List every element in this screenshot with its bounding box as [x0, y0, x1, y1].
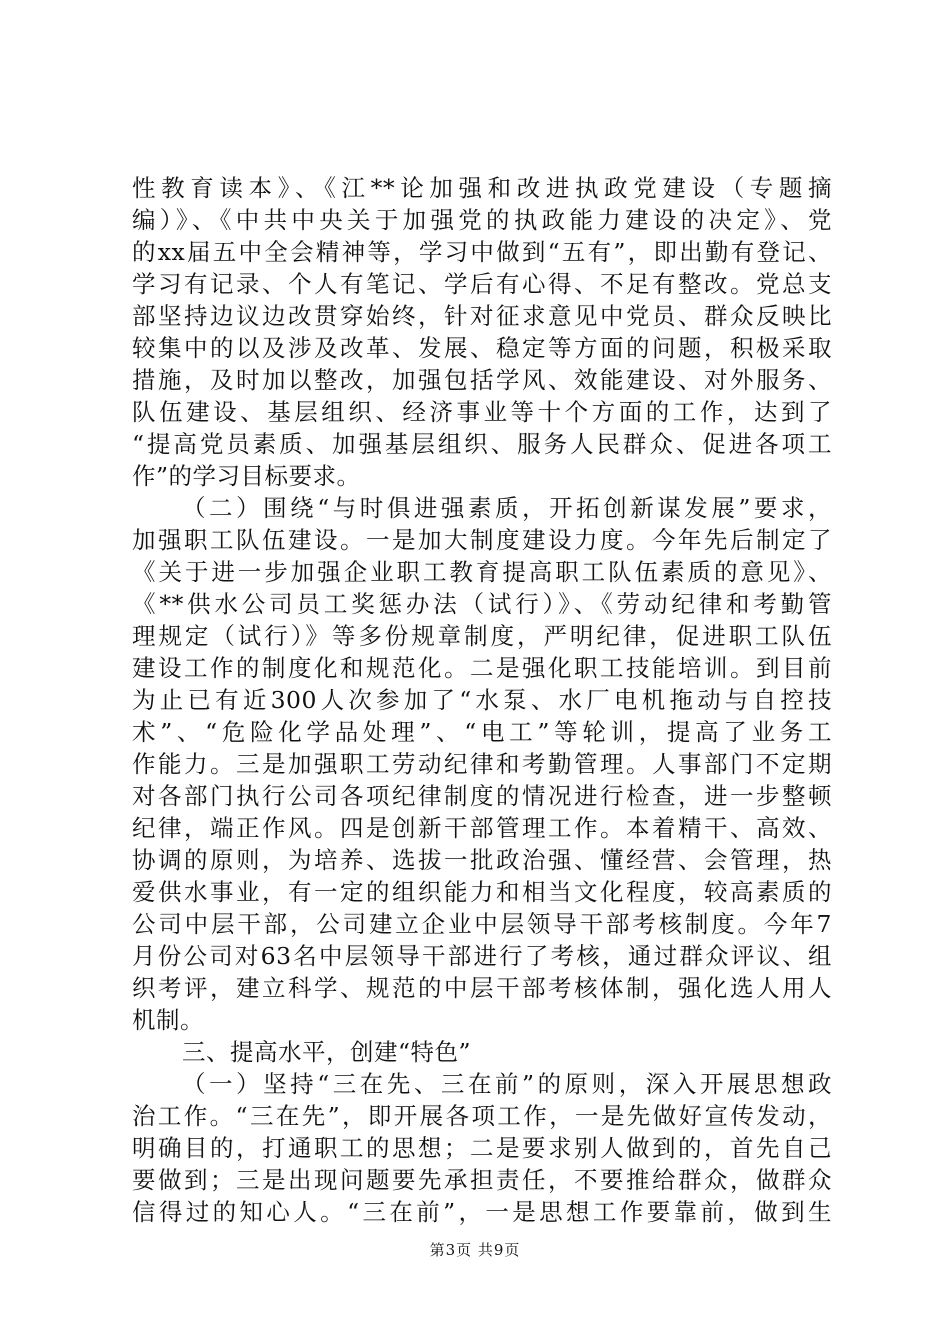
- text-line: 理规定（试行）》等多份规章制度，严明纪律，促进职工队伍: [132, 622, 832, 650]
- text-line: 机制。: [132, 1006, 204, 1034]
- text-line: 为止已有近300人次参加了“水泵、水厂电机拖动与自控技: [132, 686, 832, 714]
- text-line: 要做到；三是出现问题要先承担责任，不要推给群众，做群众: [132, 1166, 832, 1194]
- text-line: 《**供水公司员工奖惩办法（试行）》、《劳动纪律和考勤管: [132, 590, 832, 618]
- text-line: 作”的学习目标要求。: [132, 462, 361, 490]
- text-line: 公司中层干部，公司建立企业中层领导干部考核制度。今年7: [132, 910, 832, 938]
- text-line: 对各部门执行公司各项纪律制度的情况进行检查，进一步整顿: [132, 782, 832, 810]
- text-line: 爱供水事业，有一定的组织能力和相当文化程度，较高素质的: [132, 878, 832, 906]
- text-line: 月份公司对63名中层领导干部进行了考核，通过群众评议、组: [132, 942, 832, 970]
- text-line: 信得过的知心人。“三在前”，一是思想工作要靠前，做到生: [132, 1198, 832, 1226]
- text-line: 治工作。“三在先”，即开展各项工作，一是先做好宣传发动，: [132, 1102, 832, 1130]
- text-line: 建设工作的制度化和规范化。二是强化职工技能培训。到目前: [132, 654, 832, 682]
- text-line: 明确目的，打通职工的思想；二是要求别人做到的，首先自己: [132, 1134, 832, 1162]
- text-line: 编）》、《中共中央关于加强党的执政能力建设的决定》、党: [132, 206, 832, 234]
- paragraph-first-line: （一）坚持“三在先、三在前”的原则，深入开展思想政: [182, 1070, 832, 1098]
- text-line: 术”、“危险化学品处理”、“电工”等轮训，提高了业务工: [132, 718, 832, 746]
- text-line: 织考评，建立科学、规范的中层干部考核体制，强化选人用人: [132, 974, 832, 1002]
- text-line: 较集中的以及涉及改革、发展、稳定等方面的问题，积极采取: [132, 334, 832, 362]
- text-line: 措施，及时加以整改，加强包括学风、效能建设、对外服务、: [132, 366, 832, 394]
- text-line: 队伍建设、基层组织、经济事业等十个方面的工作，达到了: [132, 398, 832, 426]
- text-line: 性教育读本》、《江**论加强和改进执政党建设（专题摘: [132, 174, 832, 202]
- text-line: 学习有记录、个人有笔记、学后有心得、不足有整改。党总支: [132, 270, 832, 298]
- text-line: 纪律，端正作风。四是创新干部管理工作。本着精干、高效、: [132, 814, 832, 842]
- document-body: [132, 172, 832, 1228]
- text-line: 加强职工队伍建设。一是加大制度建设力度。今年先后制定了: [132, 526, 832, 554]
- page-number-footer: 第3页 共9页: [429, 1241, 521, 1259]
- text-line: 部坚持边议边改贯穿始终，针对征求意见中党员、群众反映比: [132, 302, 832, 330]
- paragraph-first-line: （二）围绕“与时俱进强素质，开拓创新谋发展”要求，: [182, 494, 832, 522]
- text-line: 《关于进一步加强企业职工教育提高职工队伍素质的意见》、: [132, 558, 832, 586]
- text-line: 作能力。三是加强职工劳动纪律和考勤管理。人事部门不定期: [132, 750, 832, 778]
- section-heading: 三、提高水平，创建“特色”: [182, 1038, 472, 1066]
- text-line: 的xx届五中全会精神等，学习中做到“五有”，即出勤有登记、: [132, 238, 832, 266]
- text-line: 协调的原则，为培养、选拔一批政治强、懂经营、会管理，热: [132, 846, 832, 874]
- text-line: “提高党员素质、加强基层组织、服务人民群众、促进各项工: [132, 430, 832, 458]
